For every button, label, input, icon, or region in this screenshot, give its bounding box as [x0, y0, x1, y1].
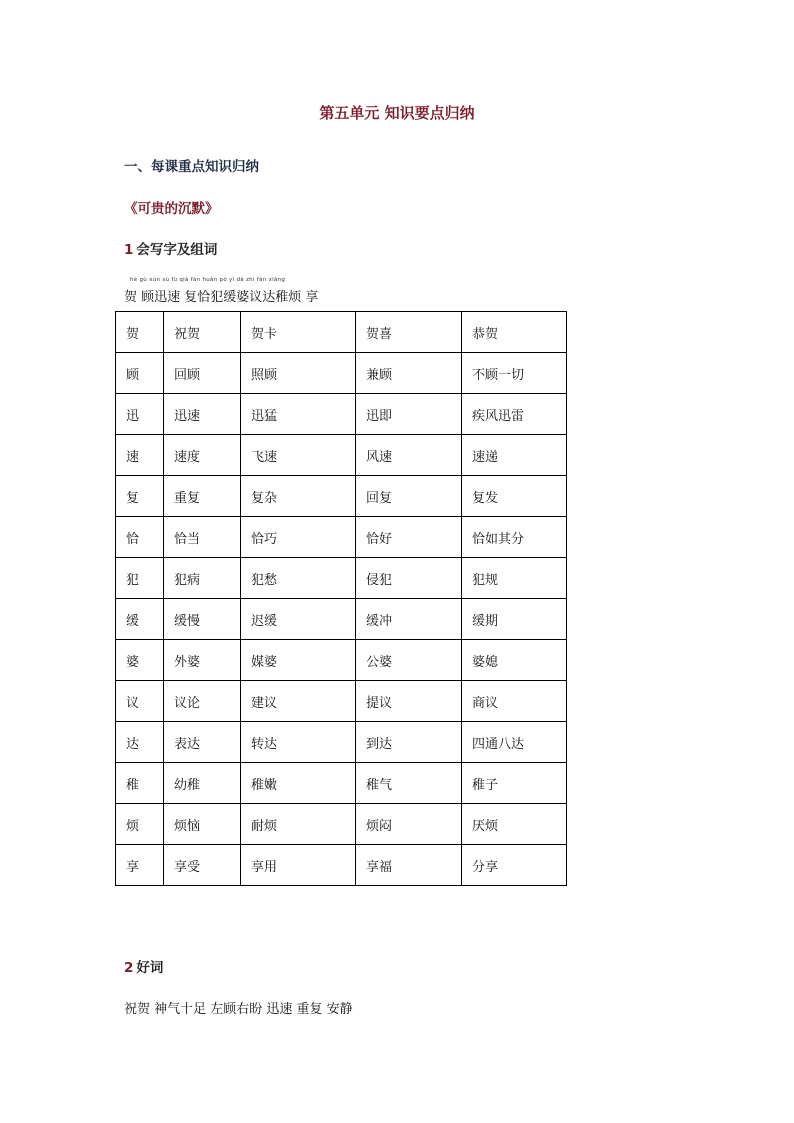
word-cell: 烦恼: [164, 804, 241, 845]
word-cell: 侵犯: [356, 558, 462, 599]
word-cell: 迅猛: [241, 394, 356, 435]
subheading-number: 1: [124, 242, 134, 258]
word-cell: 风速: [356, 435, 462, 476]
subheading-good-words: [124, 956, 163, 976]
lesson-title: 《可贵的沉默》: [124, 201, 219, 217]
word-cell: 议论: [164, 681, 241, 722]
word-cell: 恰好: [356, 517, 462, 558]
word-table: [115, 311, 567, 886]
word-table-body: [116, 312, 567, 886]
table-row: [116, 558, 567, 599]
table-row: [116, 640, 567, 681]
word-cell: 迅即: [356, 394, 462, 435]
character-cell: 贺: [116, 312, 164, 353]
character-cell: 达: [116, 722, 164, 763]
word-cell: 享福: [356, 845, 462, 886]
word-cell: 幼稚: [164, 763, 241, 804]
subheading-number: 2: [124, 960, 134, 976]
page-title: 第五单元 知识要点归纳: [319, 104, 475, 122]
word-cell: 速度: [164, 435, 241, 476]
word-cell: 稚嫩: [241, 763, 356, 804]
word-cell: 提议: [356, 681, 462, 722]
word-cell: 恰如其分: [462, 517, 567, 558]
word-cell: 外婆: [164, 640, 241, 681]
word-cell: 缓期: [462, 599, 567, 640]
character-cell: 迅: [116, 394, 164, 435]
table-row: [116, 394, 567, 435]
character-cell: 顾: [116, 353, 164, 394]
pinyin-line: hè gù xùn sù fù qià fàn huǎn pó yì dá zhì fán xiǎng: [130, 277, 286, 283]
table-row: [116, 722, 567, 763]
table-row: [116, 312, 567, 353]
word-cell: 稚子: [462, 763, 567, 804]
table-row: [116, 435, 567, 476]
character-cell: 恰: [116, 517, 164, 558]
word-cell: 回复: [356, 476, 462, 517]
word-cell: 祝贺: [164, 312, 241, 353]
word-cell: 恰当: [164, 517, 241, 558]
characters-line: 贺 顾迅速 复恰犯缓婆议达稚烦 享: [124, 290, 319, 305]
word-cell: 缓慢: [164, 599, 241, 640]
word-cell: 转达: [241, 722, 356, 763]
word-cell: 耐烦: [241, 804, 356, 845]
word-cell: 烦闷: [356, 804, 462, 845]
word-cell: 分享: [462, 845, 567, 886]
word-cell: 稚气: [356, 763, 462, 804]
section-heading: 一、每课重点知识归纳: [124, 159, 259, 175]
table-row: [116, 353, 567, 394]
word-cell: 到达: [356, 722, 462, 763]
character-cell: 享: [116, 845, 164, 886]
word-cell: 恭贺: [462, 312, 567, 353]
table-row: [116, 681, 567, 722]
word-cell: 建议: [241, 681, 356, 722]
table-row: [116, 599, 567, 640]
table-row: [116, 804, 567, 845]
word-cell: 表达: [164, 722, 241, 763]
character-cell: 婆: [116, 640, 164, 681]
word-cell: 四通八达: [462, 722, 567, 763]
word-cell: 速递: [462, 435, 567, 476]
character-cell: 稚: [116, 763, 164, 804]
word-cell: 犯病: [164, 558, 241, 599]
character-cell: 犯: [116, 558, 164, 599]
subheading-writing-characters: [124, 238, 217, 258]
subheading-label: 会写字及组词: [136, 242, 218, 258]
word-cell: 回顾: [164, 353, 241, 394]
good-words-line: 祝贺 神气十足 左顾右盼 迅速 重复 安静: [124, 1002, 353, 1017]
table-row: [116, 476, 567, 517]
word-cell: 享受: [164, 845, 241, 886]
word-cell: 厌烦: [462, 804, 567, 845]
character-cell: 复: [116, 476, 164, 517]
character-cell: 烦: [116, 804, 164, 845]
word-cell: 享用: [241, 845, 356, 886]
word-cell: 恰巧: [241, 517, 356, 558]
character-cell: 速: [116, 435, 164, 476]
word-cell: 缓冲: [356, 599, 462, 640]
table-row: [116, 845, 567, 886]
table-row: [116, 517, 567, 558]
word-cell: 复发: [462, 476, 567, 517]
word-cell: 犯愁: [241, 558, 356, 599]
word-cell: 公婆: [356, 640, 462, 681]
word-cell: 兼顾: [356, 353, 462, 394]
word-cell: 商议: [462, 681, 567, 722]
word-cell: 复杂: [241, 476, 356, 517]
word-cell: 不顾一切: [462, 353, 567, 394]
table-row: [116, 763, 567, 804]
word-cell: 飞速: [241, 435, 356, 476]
word-cell: 重复: [164, 476, 241, 517]
word-cell: 贺卡: [241, 312, 356, 353]
word-cell: 迟缓: [241, 599, 356, 640]
word-cell: 犯规: [462, 558, 567, 599]
word-cell: 迅速: [164, 394, 241, 435]
character-cell: 议: [116, 681, 164, 722]
word-cell: 疾风迅雷: [462, 394, 567, 435]
character-cell: 缓: [116, 599, 164, 640]
subheading-label: 好词: [136, 960, 164, 976]
word-cell: 婆媳: [462, 640, 567, 681]
word-cell: 照顾: [241, 353, 356, 394]
word-cell: 贺喜: [356, 312, 462, 353]
word-cell: 媒婆: [241, 640, 356, 681]
